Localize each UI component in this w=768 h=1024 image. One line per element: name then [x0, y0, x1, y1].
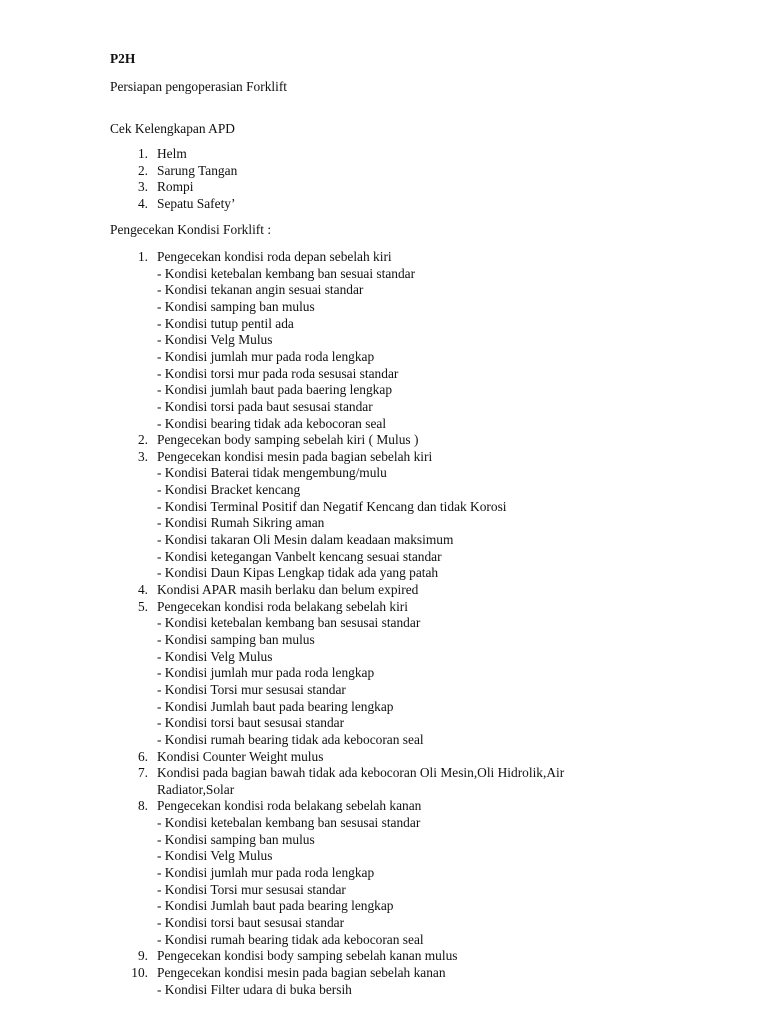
check-subitem: - Kondisi jumlah mur pada roda lengkap	[157, 348, 375, 364]
check-subitem: - Kondisi Filter udara di buka bersih	[157, 981, 352, 997]
check-subitem: - Kondisi Bracket kencang	[157, 482, 301, 498]
check-subitem: - Kondisi Daun Kipas Lengkap tidak ada yang patah	[157, 565, 439, 581]
check-subitem: - Kondisi samping ban mulus	[157, 631, 315, 647]
check-subitem: - Kondisi samping ban mulus	[157, 298, 315, 314]
check-item-label: Pengecekan kondisi mesin pada bagian sebelah kanan	[157, 964, 446, 980]
check-subitem: - Kondisi torsi baut sesusai standar	[157, 715, 345, 731]
document-subtitle: Persiapan pengoperasian Forklift	[110, 79, 288, 94]
apd-item-number: 2.	[137, 162, 148, 178]
apd-item-label: Helm	[157, 146, 187, 161]
check-subitem: - Kondisi ketebalan kembang ban sesuai standar	[157, 265, 416, 281]
check-subitem: - Kondisi Jumlah baut pada bearing lengkap	[157, 898, 394, 914]
check-subitem: - Kondisi Torsi mur sesusai standar	[157, 881, 346, 897]
check-item-number: 4.	[137, 582, 148, 597]
check-subitem: - Kondisi samping ban mulus	[157, 831, 315, 847]
check-subitem: - Kondisi jumlah baut pada baering lengkap	[157, 382, 393, 398]
apd-heading: Cek Kelengkapan APD	[110, 121, 235, 136]
check-subitem: - Kondisi rumah bearing tidak ada kebocoran seal	[157, 731, 424, 747]
apd-item-number: 3.	[137, 179, 148, 195]
check-subitem: - Kondisi ketebalan kembang ban sesusai standar	[157, 615, 421, 631]
check-subitem: - Kondisi bearing tidak ada kebocoran seal	[157, 415, 387, 431]
check-subitem: - Kondisi torsi pada baut sesusai standar	[157, 398, 373, 414]
check-subitem: - Kondisi takaran Oli Mesin dalam keadaan maksimum	[157, 532, 454, 548]
check-item-number: 10.	[131, 964, 148, 980]
check-item-label: Kondisi pada bagian bawah tidak ada kebocoran Oli Mesin,Oli Hidrolik,Air	[157, 765, 565, 781]
document-title: P2H	[110, 51, 136, 66]
check-item-label: Pengecekan kondisi roda belakang sebelah kanan	[157, 798, 422, 814]
check-subitem: - Kondisi ketegangan Vanbelt kencang sesuai standar	[157, 548, 442, 564]
check-subitem: - Kondisi rumah bearing tidak ada kebocoran seal	[157, 931, 424, 947]
check-subitem: - Kondisi Jumlah baut pada bearing lengkap	[157, 698, 394, 714]
check-item-number: 1.	[137, 249, 148, 264]
check-subitem: - Kondisi tekanan angin sesuai standar	[157, 282, 364, 298]
check-item-label: Pengecekan kondisi roda belakang sebelah kiri	[157, 598, 408, 614]
check-subitem: - Kondisi jumlah mur pada roda lengkap	[157, 665, 375, 681]
check-subitem: - Kondisi tutup pentil ada	[157, 315, 294, 331]
check-subitem: - Kondisi jumlah mur pada roda lengkap	[157, 865, 375, 881]
check-subitem: - Kondisi Velg Mulus	[157, 648, 273, 664]
apd-item-number: 1.	[137, 146, 148, 161]
check-item-number: 8.	[137, 798, 148, 814]
check-subitem: - Kondisi torsi baut sesusai standar	[157, 915, 345, 930]
check-item-label: Kondisi Counter Weight mulus	[157, 748, 324, 764]
check-subitem: - Kondisi Torsi mur sesusai standar	[157, 681, 346, 697]
apd-item-label: Sepatu Safety’	[157, 196, 236, 212]
check-item-number: 5.	[137, 598, 148, 614]
check-item-label: Pengecekan body samping sebelah kiri ( Mulus )	[157, 432, 419, 448]
check-subitem: - Kondisi Rumah Sikring aman	[157, 515, 325, 531]
check-subitem: - Kondisi Velg Mulus	[157, 332, 273, 348]
apd-item-label: Rompi	[157, 179, 194, 195]
checks-heading: Pengecekan Kondisi Forklift :	[110, 222, 272, 237]
apd-item-number: 4.	[137, 196, 148, 212]
check-item-label: Pengecekan kondisi roda depan sebelah kiri	[157, 249, 392, 264]
check-item-label: Kondisi APAR masih berlaku dan belum expired	[157, 582, 419, 597]
check-subitem: - Kondisi torsi mur pada roda sesusai standar	[157, 365, 399, 381]
check-item-number: 3.	[137, 448, 148, 464]
check-subitem: - Kondisi Velg Mulus	[157, 848, 273, 864]
check-subitem: - Kondisi Terminal Positif dan Negatif Kencang dan tidak Korosi	[157, 498, 507, 514]
check-subitem: - Kondisi Baterai tidak mengembung/mulu	[157, 465, 387, 481]
apd-item-label: Sarung Tangan	[157, 162, 238, 178]
check-item-number: 2.	[137, 432, 148, 448]
check-item-label: Pengecekan kondisi mesin pada bagian sebelah kiri	[157, 448, 433, 464]
check-subitem: Radiator,Solar	[157, 781, 235, 797]
check-item-number: 7.	[137, 765, 148, 781]
check-subitem: - Kondisi ketebalan kembang ban sesusai standar	[157, 815, 421, 831]
check-item-number: 9.	[137, 948, 148, 964]
check-item-number: 6.	[137, 748, 148, 764]
check-item-label: Pengecekan kondisi body samping sebelah kanan mulus	[157, 948, 458, 964]
